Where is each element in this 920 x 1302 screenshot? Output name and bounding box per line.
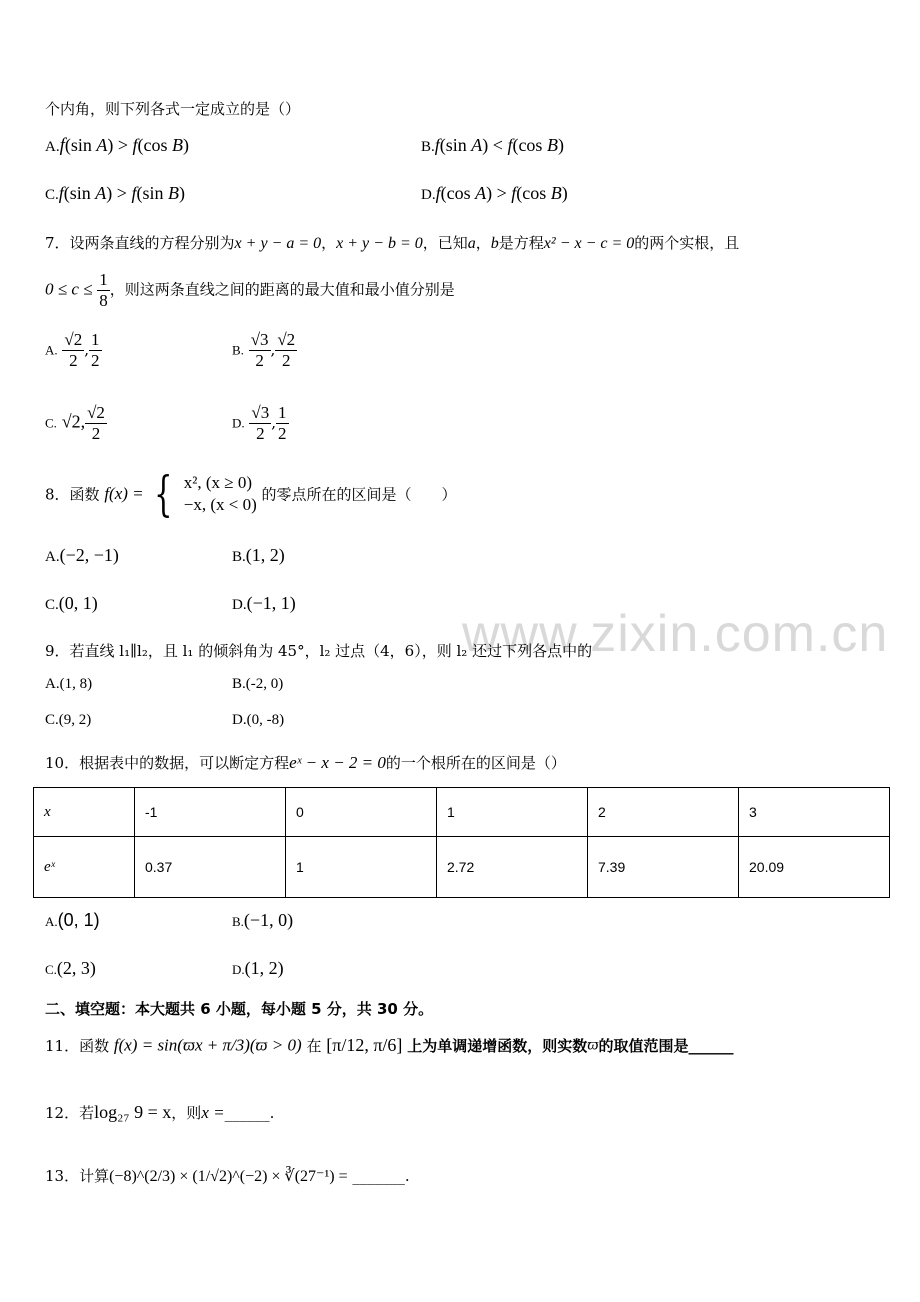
q8-option-c: C.(0, 1) — [45, 593, 98, 613]
q7-stem-line1: 7．设两条直线的方程分别为x + y − a = 0，x + y − b = 0，已知a，b是方程x² − x − c = 0的两个实根，且 — [45, 234, 740, 252]
q6-stem: 个内角，则下列各式一定成立的是（） — [45, 100, 301, 118]
q10-option-b: B.(−1, 0) — [232, 910, 294, 930]
q7-option-d: D. $\frac{√3}{2}$ , $\frac{1}{2}$ — [232, 403, 287, 443]
table-cell: x — [34, 788, 135, 837]
table-row — [34, 837, 890, 898]
q6-option-d: D.f(cos A) > f(cos B) — [421, 183, 568, 203]
table-cell: 0.37 — [135, 837, 286, 898]
table-cell: 2 — [588, 788, 739, 837]
section-heading: 二、填空题：本大题共 6 小题，每小题 5 分，共 30 分。 — [45, 1000, 434, 1018]
q7-option-b: B. $\frac{√3}{2}$ , $\frac{√2}{2}$ — [232, 330, 296, 370]
table-cell: 7.39 — [588, 837, 739, 898]
q10-option-c: C.(2, 3) — [45, 958, 96, 978]
q11-stem: 11．函数 f(x) = sin(ϖx + π/3)(ϖ > 0) 在 [π/12, π/6] 上为单调递增函数，则实数ϖ的取值范围是______ — [45, 1035, 734, 1055]
q7-option-a: A. $\frac{√2}{2}$ , $\frac{1}{2}$ — [45, 330, 100, 370]
q8-stem: 8．函数 f(x) = { x², (x ≥ 0) −x, (x < 0) 的零点所在的区间是（ ） — [45, 466, 457, 522]
q7-option-c: C. √2, $\frac{√2}{2}$ — [45, 403, 105, 443]
table-cell: 20.09 — [739, 837, 890, 898]
table-cell: eˣ — [34, 837, 135, 898]
q7-stem-line2: 0 ≤ c ≤ $\frac{1}{8}$ ，则这两条直线之间的距离的最大值和最小值分别是 — [45, 270, 455, 310]
table-cell: 1 — [286, 837, 437, 898]
table-cell: -1 — [135, 788, 286, 837]
q10-option-d: D.(1, 2) — [232, 958, 284, 978]
q10-stem: 10．根据表中的数据，可以断定方程eˣ − x − 2 = 0的一个根所在的区间是（） — [45, 753, 566, 772]
q10-data-table — [33, 787, 890, 898]
q9-stem: 9．若直线 l₁∥l₂，且 l₁ 的倾斜角为 45°，l₂ 过点（4，6），则 l₂ 还过下列各点中的 — [45, 642, 593, 660]
q8-option-b: B.(1, 2) — [232, 545, 285, 565]
q9-option-a: A.(1, 8) — [45, 676, 93, 692]
q13-stem: 13．计算(−8)^(2/3) × (1/√2)^(−2) × ∛(27⁻¹) = _______. — [45, 1167, 410, 1185]
q8-option-d: D.(−1, 1) — [232, 593, 296, 613]
q9-option-b: B.(-2, 0) — [232, 676, 284, 692]
q10-option-a: A.(0, 1) — [45, 910, 100, 930]
table-row — [34, 788, 890, 837]
q9-option-d: D.(0, -8) — [232, 712, 285, 728]
table-cell: 0 — [286, 788, 437, 837]
table-cell: 1 — [437, 788, 588, 837]
q6-option-b: B.f(sin A) < f(cos B) — [421, 135, 564, 155]
table-cell: 3 — [739, 788, 890, 837]
table-cell: 2.72 — [437, 837, 588, 898]
q6-option-a: A.f(sin A) > f(cos B) — [45, 135, 190, 156]
q12-stem: 12．若log₂₇ 9 = x，则x =______. — [45, 1102, 275, 1122]
watermark: www.zixin.com.cn — [462, 605, 889, 663]
q9-option-c: C.(9, 2) — [45, 712, 92, 728]
q8-option-a: A.(−2, −1) — [45, 545, 119, 565]
q6-option-c: C.f(sin A) > f(sin B) — [45, 183, 185, 203]
